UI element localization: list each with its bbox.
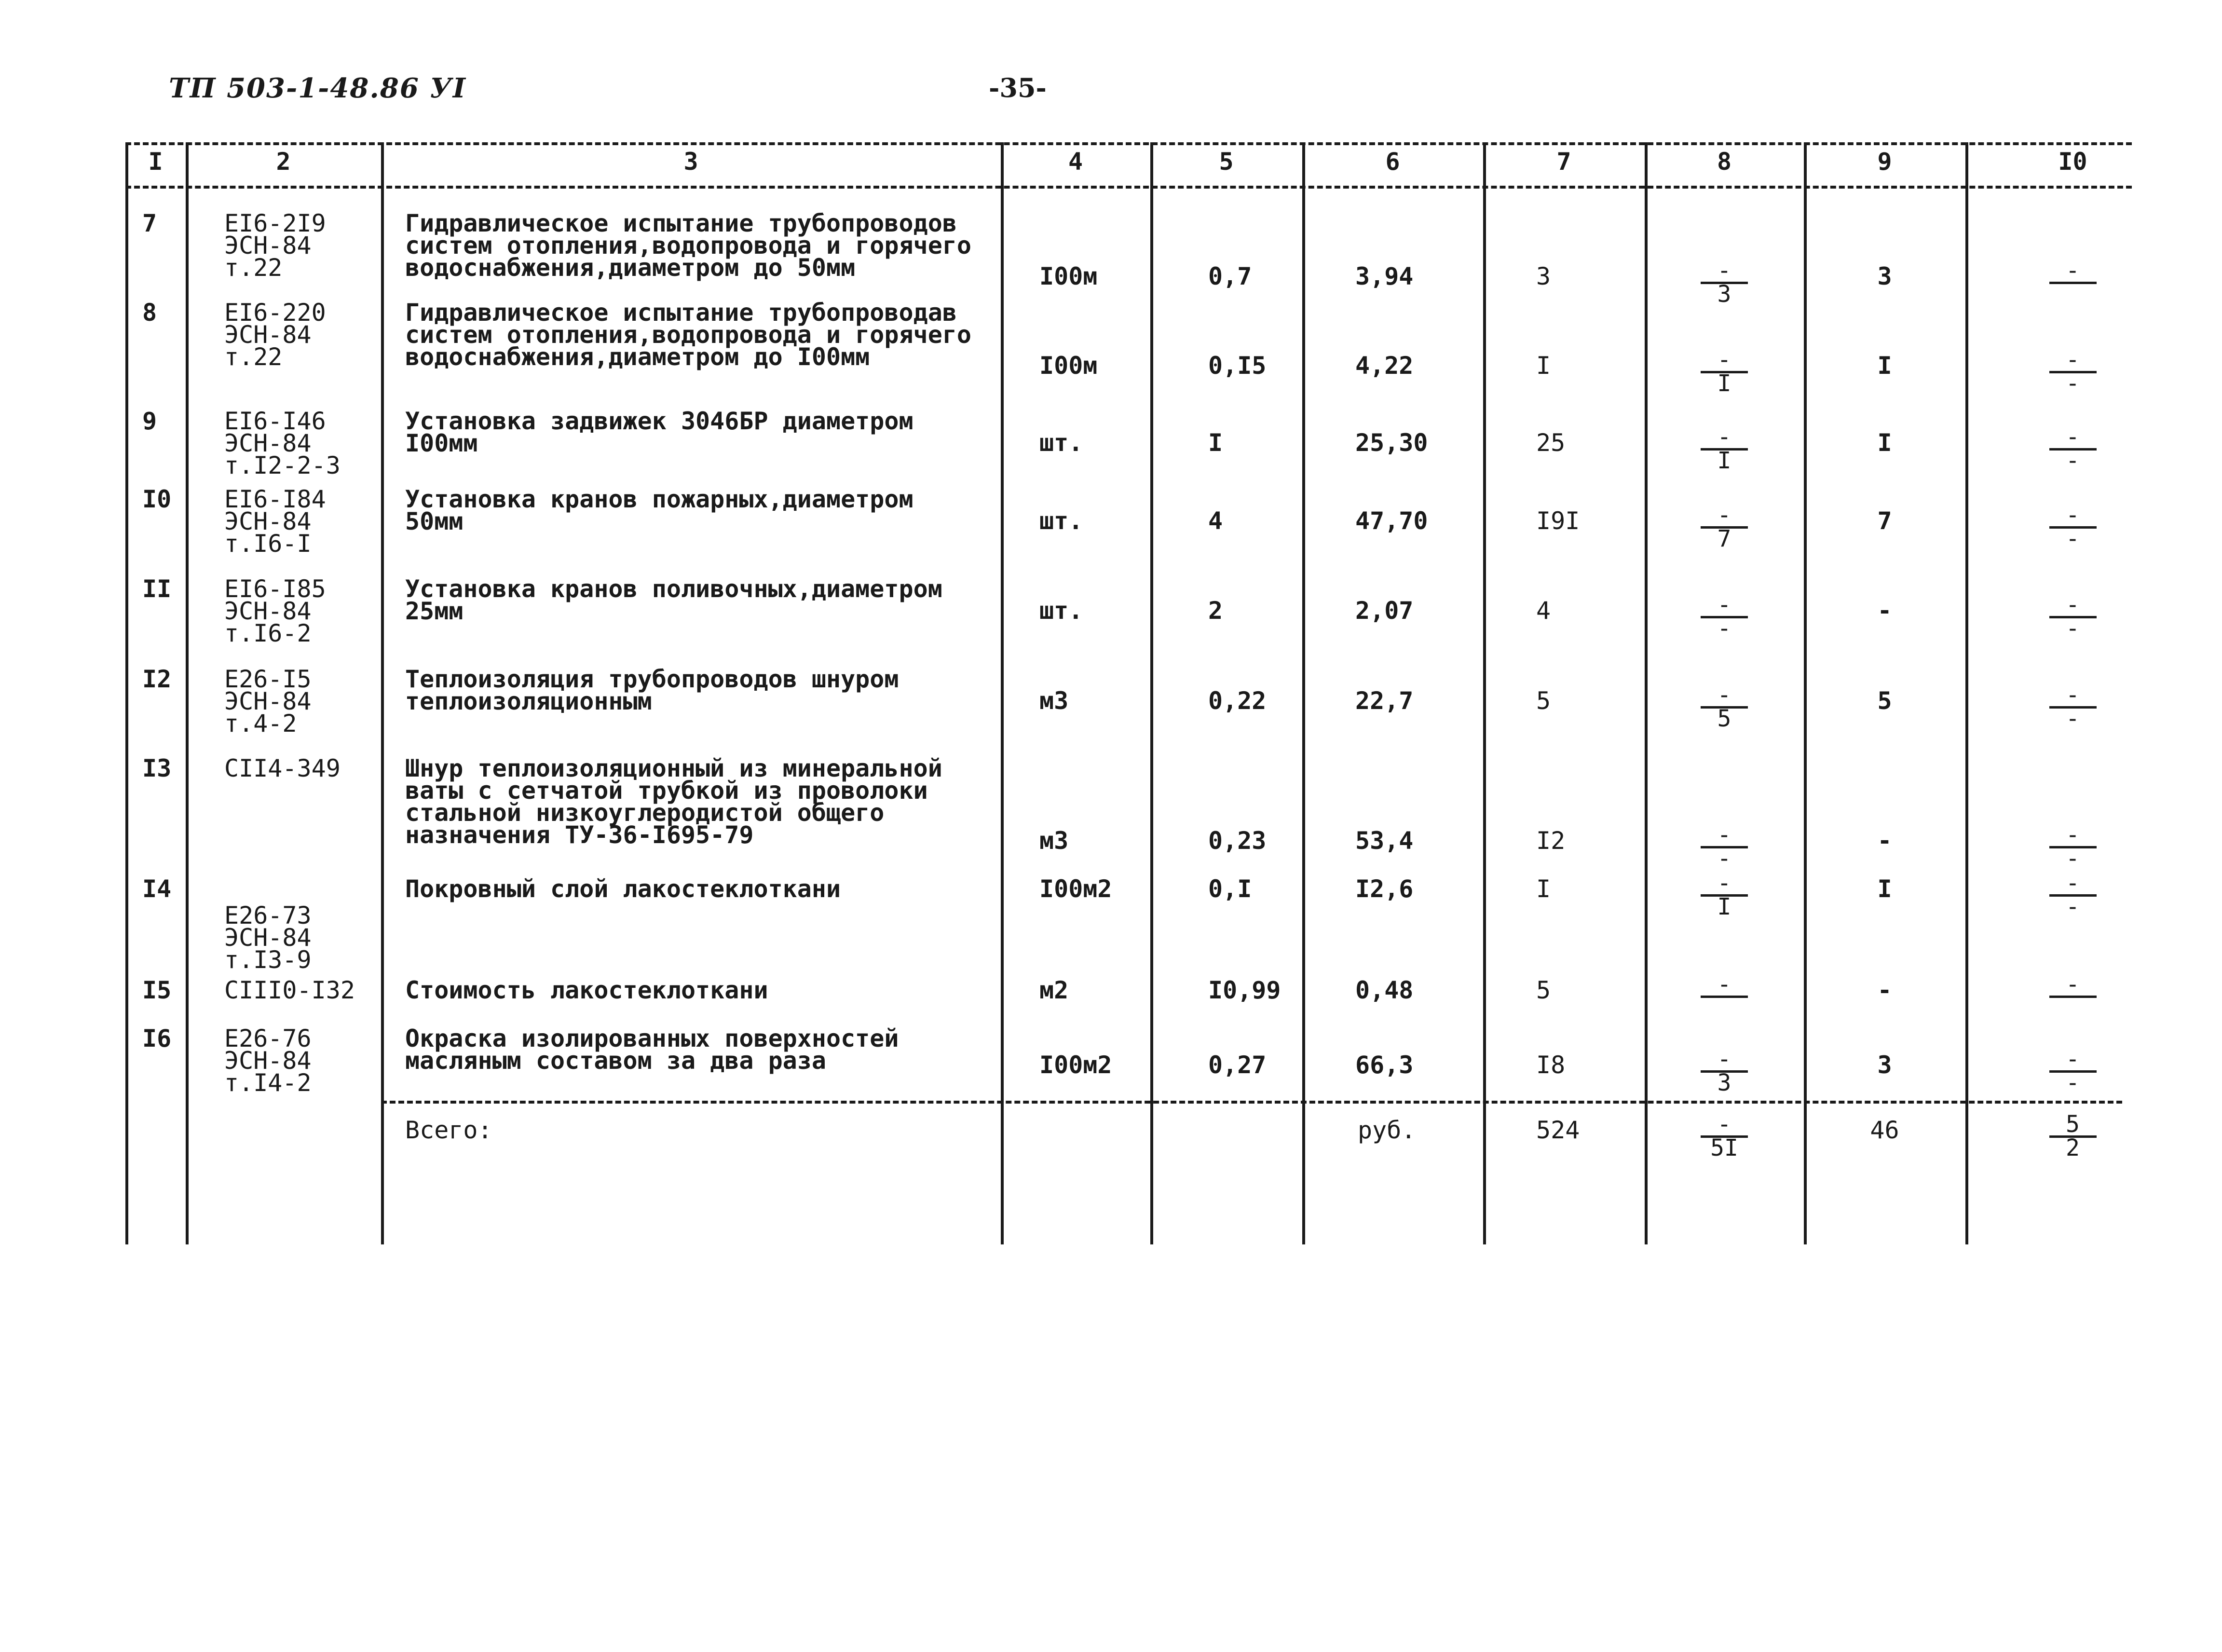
quantity: I0,99 (1208, 976, 1281, 1004)
unit: I00м (1039, 352, 1098, 380)
work-description-line: Шнур теплоизоляционный из минеральной (405, 754, 942, 782)
cost-fraction (1693, 870, 1756, 920)
unit: шт. (1039, 507, 1083, 535)
unit-price: 25,30 (1355, 429, 1428, 457)
column-rule (1645, 142, 1648, 1244)
column-header: 7 (1556, 148, 1571, 176)
fraction-numerator: - (1717, 1046, 1731, 1073)
cost-fraction (1693, 682, 1756, 732)
cost-total: 3 (1536, 262, 1551, 290)
quantity: 0,22 (1208, 687, 1267, 715)
quantity: 0,23 (1208, 827, 1267, 855)
row-number: I3 (142, 754, 172, 782)
quantity: 4 (1208, 507, 1223, 535)
total-label: Всего: (405, 1116, 492, 1144)
work-description-line: Покровный слой лакостеклоткани (405, 875, 841, 903)
norm-code-line: ЭСН-84 (224, 597, 312, 625)
column-9-value: 5 (1877, 687, 1892, 715)
fraction-denominator: - (2066, 705, 2080, 732)
fraction-denominator: 5I (1710, 1134, 1738, 1161)
fraction-denominator: - (1717, 615, 1731, 642)
cost-fraction (2042, 423, 2104, 474)
cost-fraction (2042, 682, 2104, 732)
norm-code-line: ЭСН-84 (224, 321, 312, 349)
norm-code-line: EI6-220 (224, 299, 326, 327)
fraction-numerator: - (1717, 346, 1731, 373)
column-9-value: I (1877, 429, 1892, 457)
column-header: I0 (2058, 148, 2087, 176)
fraction-numerator: - (1717, 257, 1731, 284)
work-description-line: Установка задвижек 3046БР диаметром (405, 407, 913, 435)
cost-fraction (2042, 346, 2104, 397)
unit-price: 66,3 (1355, 1051, 1414, 1079)
fraction-numerator: - (1717, 870, 1731, 897)
row-number: 8 (142, 299, 157, 327)
row-number: I0 (142, 485, 172, 513)
fraction-denominator: 3 (1717, 281, 1731, 308)
fraction-denominator: I (1717, 370, 1731, 397)
unit: м3 (1039, 827, 1069, 855)
cost-fraction (1693, 423, 1756, 474)
fraction-numerator: - (1717, 971, 1731, 998)
column-9-value: I (1877, 875, 1892, 903)
row-number: I5 (142, 976, 172, 1004)
total-unit: руб. (1358, 1116, 1416, 1144)
row-number: 7 (142, 209, 157, 237)
column-rule (381, 142, 384, 1244)
fraction-denominator: I (1717, 893, 1731, 920)
norm-code-line: EI6-I84 (224, 485, 326, 513)
row-number: I6 (142, 1024, 172, 1052)
row-number: 9 (142, 407, 157, 435)
unit-price: 22,7 (1355, 687, 1414, 715)
cost-fraction (2042, 257, 2104, 305)
column-rule (1965, 142, 1968, 1244)
work-description-line: систем отопления,водопровода и горячего (405, 232, 971, 259)
total-column-7: 524 (1536, 1116, 1580, 1144)
cost-fraction (2042, 821, 2104, 872)
norm-code-line: ЭСН-84 (224, 429, 312, 457)
column-rule (1001, 142, 1004, 1244)
work-description-line: стальной низкоуглеродистой общего (405, 799, 885, 827)
work-description-line: ваты с сетчатой трубкой из проволоки (405, 777, 928, 805)
unit-price: 3,94 (1355, 262, 1414, 290)
fraction-numerator: - (2066, 870, 2080, 897)
fraction-numerator: 5 (2066, 1111, 2080, 1138)
quantity: 0,I5 (1208, 352, 1267, 380)
cost-fraction (2042, 971, 2104, 1019)
fraction-numerator: - (2066, 821, 2080, 848)
fraction-numerator: - (2066, 502, 2080, 529)
cost-fraction (2042, 502, 2104, 552)
row-number: I2 (142, 665, 172, 693)
norm-code-line: EI6-I46 (224, 407, 326, 435)
fraction-numerator: - (1717, 423, 1731, 451)
column-rule (1483, 142, 1486, 1244)
column-9-value: 3 (1877, 262, 1892, 290)
norm-code-line: E26-76 (224, 1024, 312, 1052)
unit-price: 0,48 (1355, 976, 1414, 1004)
fraction-numerator: - (2066, 346, 2080, 373)
total-column-9: 46 (1870, 1116, 1899, 1144)
unit: м3 (1039, 687, 1069, 715)
work-description-line: Стоимость лакостеклоткани (405, 976, 768, 1004)
row-rule (125, 142, 2132, 145)
fraction-denominator: - (2066, 893, 2080, 920)
fraction-numerator: - (2066, 591, 2080, 618)
fraction-denominator: - (2066, 525, 2080, 552)
fraction-numerator: - (2066, 423, 2080, 451)
cost-total: 25 (1536, 429, 1566, 457)
fraction-numerator: - (2066, 971, 2080, 998)
fraction-numerator: - (1717, 591, 1731, 618)
unit-price: 2,07 (1355, 597, 1414, 625)
fraction-denominator (2042, 998, 2104, 1019)
column-9-value: - (1877, 827, 1892, 855)
column-rule (125, 142, 128, 1244)
fraction-denominator: - (2066, 845, 2080, 872)
norm-code-line: т.I2-2-3 (224, 451, 341, 479)
norm-code-line: т.I6-I (224, 530, 312, 558)
unit: I00м (1039, 262, 1098, 290)
norm-code-line: ЭСН-84 (224, 232, 312, 259)
fraction-denominator (1693, 998, 1756, 1019)
quantity: 0,I (1208, 875, 1252, 903)
work-description-line: Гидравлическое испытание трубопроводав (405, 299, 957, 327)
cost-total: I (1536, 352, 1551, 380)
total-fraction (2042, 1111, 2104, 1161)
norm-code-line: ЭСН-84 (224, 924, 312, 952)
column-header: 2 (276, 148, 291, 176)
unit: I00м2 (1039, 1051, 1112, 1079)
norm-code-line: E26-73 (224, 901, 312, 929)
fraction-numerator: - (1717, 682, 1731, 709)
column-header: 8 (1717, 148, 1732, 176)
norm-code-line: т.4-2 (224, 710, 297, 737)
unit-price: 53,4 (1355, 827, 1414, 855)
column-9-value: 7 (1877, 507, 1892, 535)
page-number: -35- (989, 72, 1047, 103)
work-description-line: Установка кранов поливочных,диаметром (405, 575, 942, 603)
unit: I00м2 (1039, 875, 1112, 903)
norm-code-line: EI6-2I9 (224, 209, 326, 237)
cost-fraction (1693, 591, 1756, 642)
column-header: 4 (1068, 148, 1083, 176)
quantity: I (1208, 429, 1223, 457)
cost-total: I2 (1536, 827, 1566, 855)
quantity: 0,7 (1208, 262, 1252, 290)
unit: шт. (1039, 429, 1083, 457)
norm-code-line: CII4-349 (224, 754, 341, 782)
cost-fraction (1693, 257, 1756, 308)
work-description-line: теплоизоляционным (405, 687, 652, 715)
norm-code-line: E26-I5 (224, 665, 312, 693)
fraction-numerator: - (1717, 502, 1731, 529)
column-header: 6 (1385, 148, 1400, 176)
fraction-numerator: - (1717, 821, 1731, 848)
unit-price: 4,22 (1355, 352, 1414, 380)
unit-price: 47,70 (1355, 507, 1428, 535)
cost-fraction (1693, 346, 1756, 397)
work-description-line: 25мм (405, 597, 463, 625)
cost-total: I (1536, 875, 1551, 903)
norm-code-line: EI6-I85 (224, 575, 326, 603)
work-description-line: назначения ТУ-36-I695-79 (405, 821, 754, 849)
cost-fraction (1693, 502, 1756, 552)
cost-total: 4 (1536, 597, 1551, 625)
norm-code-line: т.I3-9 (224, 946, 312, 974)
fraction-numerator: - (2066, 1046, 2080, 1073)
cost-fraction (1693, 1046, 1756, 1096)
norm-code-line: т.22 (224, 254, 283, 282)
norm-code-line: ЭСН-84 (224, 687, 312, 715)
column-rule (1150, 142, 1153, 1244)
norm-code-line: т.I6-2 (224, 619, 312, 647)
cost-total: 5 (1536, 687, 1551, 715)
norm-code-line: т.I4-2 (224, 1069, 312, 1097)
work-description-line: Теплоизоляция трубопроводов шнуром (405, 665, 899, 693)
fraction-numerator: - (2066, 682, 2080, 709)
work-description-line: 50мм (405, 507, 463, 535)
column-header: 3 (683, 148, 698, 176)
cost-total: 5 (1536, 976, 1551, 1004)
fraction-numerator: - (2066, 257, 2080, 284)
fraction-denominator: - (2066, 615, 2080, 642)
fraction-denominator: 5 (1717, 705, 1731, 732)
work-description-line: Окраска изолированных поверхностей (405, 1024, 899, 1052)
work-description-line: водоснабжения,диаметром до 50мм (405, 254, 856, 282)
work-description-line: I00мм (405, 429, 478, 457)
column-rule (186, 142, 189, 1244)
fraction-numerator: - (1717, 1111, 1731, 1138)
column-header: 9 (1877, 148, 1892, 176)
column-9-value: 3 (1877, 1051, 1892, 1079)
row-rule (381, 1101, 2122, 1104)
unit-price: I2,6 (1355, 875, 1414, 903)
cost-fraction (2042, 870, 2104, 920)
work-description-line: масляным составом за два раза (405, 1047, 826, 1075)
row-number: I4 (142, 875, 172, 903)
document-code: ТП 503-1-48.86 УI (169, 72, 466, 104)
norm-code-line: ЭСН-84 (224, 1047, 312, 1075)
column-rule (1302, 142, 1305, 1244)
fraction-denominator: 7 (1717, 525, 1731, 552)
cost-fraction (2042, 591, 2104, 642)
total-fraction (1693, 1111, 1756, 1161)
fraction-denominator (2042, 284, 2104, 305)
column-9-value: - (1877, 597, 1892, 625)
column-header: 5 (1219, 148, 1234, 176)
fraction-denominator: - (1717, 845, 1731, 872)
fraction-denominator: - (2066, 370, 2080, 397)
unit: шт. (1039, 597, 1083, 625)
column-9-value: - (1877, 976, 1892, 1004)
cost-fraction (1693, 971, 1756, 1019)
cost-fraction (2042, 1046, 2104, 1096)
quantity: 2 (1208, 597, 1223, 625)
quantity: 0,27 (1208, 1051, 1267, 1079)
fraction-denominator: I (1717, 447, 1731, 474)
row-rule (125, 186, 2132, 189)
norm-code-line: ЭСН-84 (224, 507, 312, 535)
fraction-denominator: - (2066, 1069, 2080, 1096)
column-9-value: I (1877, 352, 1892, 380)
fraction-denominator: - (2066, 447, 2080, 474)
work-description-line: систем отопления,водопровода и горячего (405, 321, 971, 349)
fraction-denominator: 3 (1717, 1069, 1731, 1096)
work-description-line: Гидравлическое испытание трубопроводов (405, 209, 957, 237)
norm-code-line: CIII0-I32 (224, 976, 355, 1004)
cost-total: I9I (1536, 507, 1580, 535)
cost-total: I8 (1536, 1051, 1566, 1079)
work-description-line: водоснабжения,диаметром до I00мм (405, 343, 870, 371)
norm-code-line: т.22 (224, 343, 283, 371)
fraction-denominator: 2 (2066, 1134, 2080, 1161)
column-header: I (148, 148, 163, 176)
unit: м2 (1039, 976, 1069, 1004)
cost-fraction (1693, 821, 1756, 872)
work-description-line: Установка кранов пожарных,диаметром (405, 485, 913, 513)
row-number: II (142, 575, 172, 603)
